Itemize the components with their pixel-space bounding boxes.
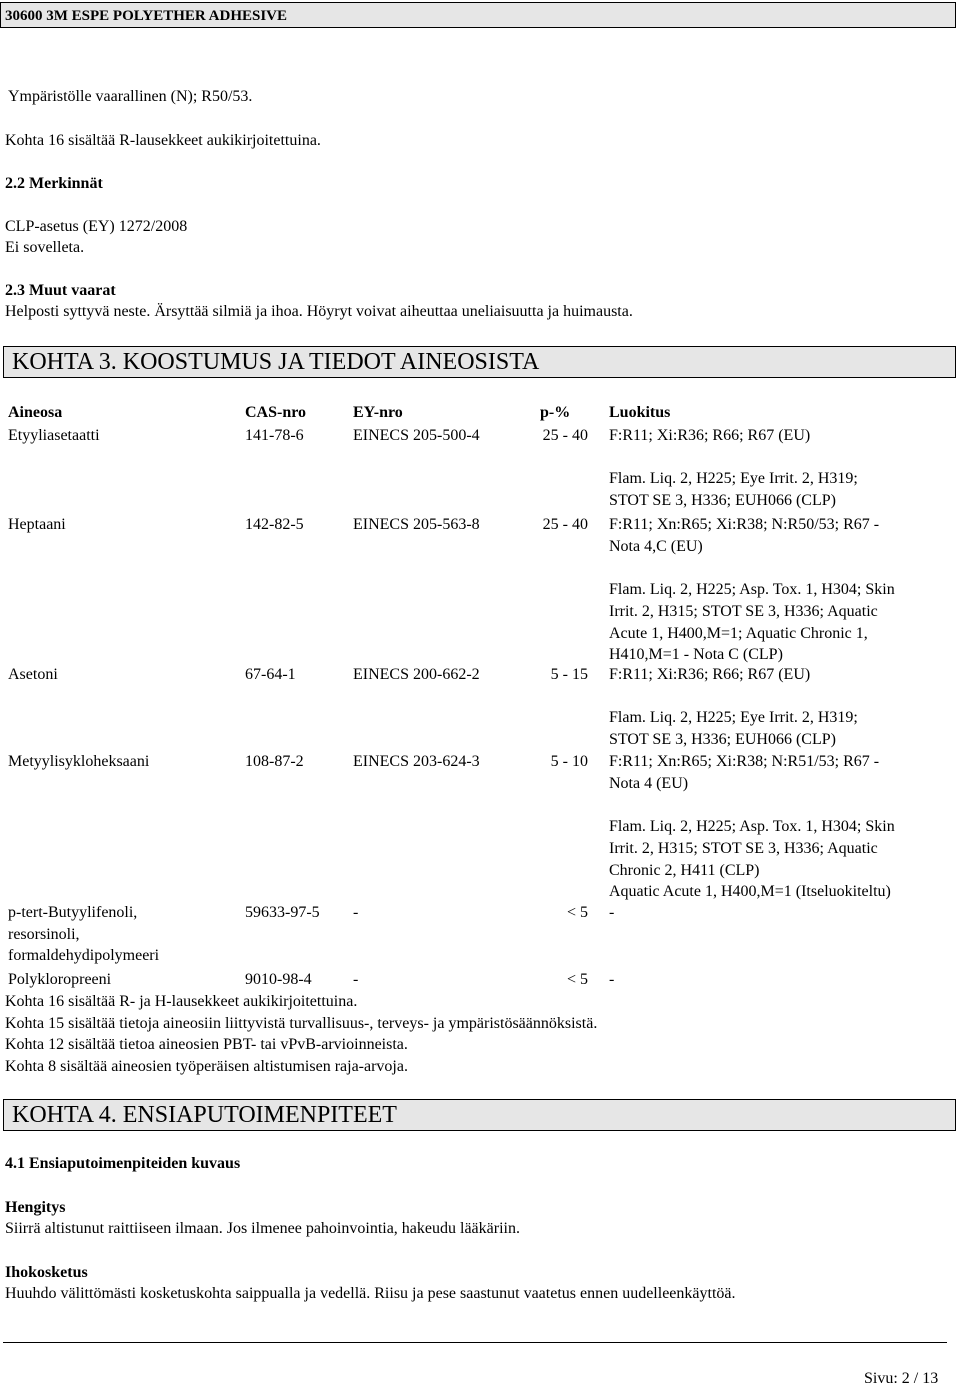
skin-contact-heading: Ihokosketus [5,1264,88,1281]
classification-line: STOT SE 3, H336; EUH066 (CLP) [609,492,836,510]
inhalation-text: Siirrä altistunut raittiiseen ilmaan. Jos ilmenee pahoinvointia, hakeudu lääkäriin. [5,1220,520,1237]
col-header-percent: p-% [540,404,571,421]
heading-4-1: 4.1 Ensiaputoimenpiteiden kuvaus [5,1155,241,1172]
ec-number: EINECS 205-500-4 [353,427,480,444]
env-hazard-text: Ympäristölle vaarallinen (N); R50/53. [8,88,253,105]
section-4-title: KOHTA 4. ENSIAPUTOIMENPITEET [3,1099,956,1131]
weight-percent: < 5 [566,904,588,921]
page-number: Sivu: 2 / 13 [864,1370,939,1387]
cas-number: 108-87-2 [245,753,304,770]
weight-percent: 25 - 40 [542,427,588,444]
col-header-component: Aineosa [8,404,63,421]
r-phrase-note: Kohta 16 sisältää R-lausekkeet aukikirjoitettuina. [5,132,321,149]
classification-line: F:R11; Xi:R36; R66; R67 (EU) [609,427,811,444]
heading-2-3: 2.3 Muut vaarat [5,282,116,299]
classification-line: Chronic 2, H411 (CLP) [609,861,760,879]
weight-percent: 5 - 10 [550,753,588,770]
other-hazards-text: Helposti syttyvä neste. Ärsyttää silmiä ja ihoa. Höyryt voivat aiheuttaa uneliaisuutta ja huimausta. [5,303,633,320]
composition-note: Kohta 15 sisältää tietoja aineosiin liittyvistä turvallisuus-, terveys- ja ympäristösäännöksistä. [5,1014,598,1032]
classification-line: Flam. Liq. 2, H225; Eye Irrit. 2, H319; [609,709,858,727]
component-name: Asetoni [8,666,58,683]
component-name: Etyyliasetaatti [8,427,100,444]
skin-contact-text: Huuhdo välittömästi kosketuskohta saippualla ja vedellä. Riisu ja pese saastunut vaatetus ennen uudelleenkäyttöä. [5,1285,736,1302]
classification-line: Irrit. 2, H315; STOT SE 3, H336; Aquatic [609,602,878,620]
classification-line: Nota 4 (EU) [609,774,689,792]
classification-line: STOT SE 3, H336; EUH066 (CLP) [609,731,836,749]
footer-rule [3,1342,947,1343]
classification-line: - [609,971,615,988]
ec-number: - [353,904,359,921]
cas-number: 67-64-1 [245,666,296,683]
component-name: p-tert-Butyylifenoli, [8,904,138,921]
classification-line: F:R11; Xn:R65; Xi:R38; N:R51/53; R67 - [609,753,880,770]
classification-line: - [609,904,615,921]
clp-regulation: CLP-asetus (EY) 1272/2008 [5,218,188,235]
classification-line: Nota 4,C (EU) [609,537,703,555]
classification-line: F:R11; Xi:R36; R66; R67 (EU) [609,666,811,683]
classification-line: F:R11; Xn:R65; Xi:R38; N:R50/53; R67 - [609,516,880,533]
component-name: Metyylisykloheksaani [8,753,150,770]
classification-line: Irrit. 2, H315; STOT SE 3, H336; Aquatic [609,839,878,857]
col-header-ec: EY-nro [353,404,403,421]
component-name: formaldehydipolymeeri [8,947,160,965]
col-header-cas: CAS-nro [245,404,307,421]
ec-number: EINECS 205-563-8 [353,516,480,533]
document-header: 30600 3M ESPE POLYETHER ADHESIVE [0,2,956,28]
col-header-classification: Luokitus [609,404,671,421]
classification-line: Aquatic Acute 1, H400,M=1 (Itseluokiteltu) [609,883,891,901]
heading-2-2: 2.2 Merkinnät [5,175,103,192]
component-name: resorsinoli, [8,925,80,943]
classification-line: Flam. Liq. 2, H225; Asp. Tox. 1, H304; Skin [609,818,895,836]
classification-line: Flam. Liq. 2, H225; Eye Irrit. 2, H319; [609,470,858,488]
composition-note: Kohta 16 sisältää R- ja H-lausekkeet aukikirjoitettuina. [5,993,358,1010]
inhalation-heading: Hengitys [5,1199,66,1216]
composition-note: Kohta 12 sisältää tietoa aineosien PBT- tai vPvB-arvioinneista. [5,1036,408,1054]
classification-line: Flam. Liq. 2, H225; Asp. Tox. 1, H304; Skin [609,581,895,599]
cas-number: 9010-98-4 [245,971,312,988]
ec-number: EINECS 200-662-2 [353,666,480,683]
weight-percent: < 5 [566,971,588,988]
component-name: Polykloropreeni [8,971,112,988]
classification-line: H410,M=1 - Nota C (CLP) [609,646,783,664]
weight-percent: 5 - 15 [550,666,588,683]
classification-line: Acute 1, H400,M=1; Aquatic Chronic 1, [609,624,868,642]
ec-number: EINECS 203-624-3 [353,753,480,770]
cas-number: 141-78-6 [245,427,304,444]
not-applicable: Ei sovelleta. [5,239,85,256]
composition-note: Kohta 8 sisältää aineosien työperäisen altistumisen raja-arvoja. [5,1058,408,1076]
weight-percent: 25 - 40 [542,516,588,533]
cas-number: 59633-97-5 [245,904,320,921]
ec-number: - [353,971,359,988]
cas-number: 142-82-5 [245,516,304,533]
component-name: Heptaani [8,516,66,533]
section-3-title: KOHTA 3. KOOSTUMUS JA TIEDOT AINEOSISTA [3,346,956,378]
